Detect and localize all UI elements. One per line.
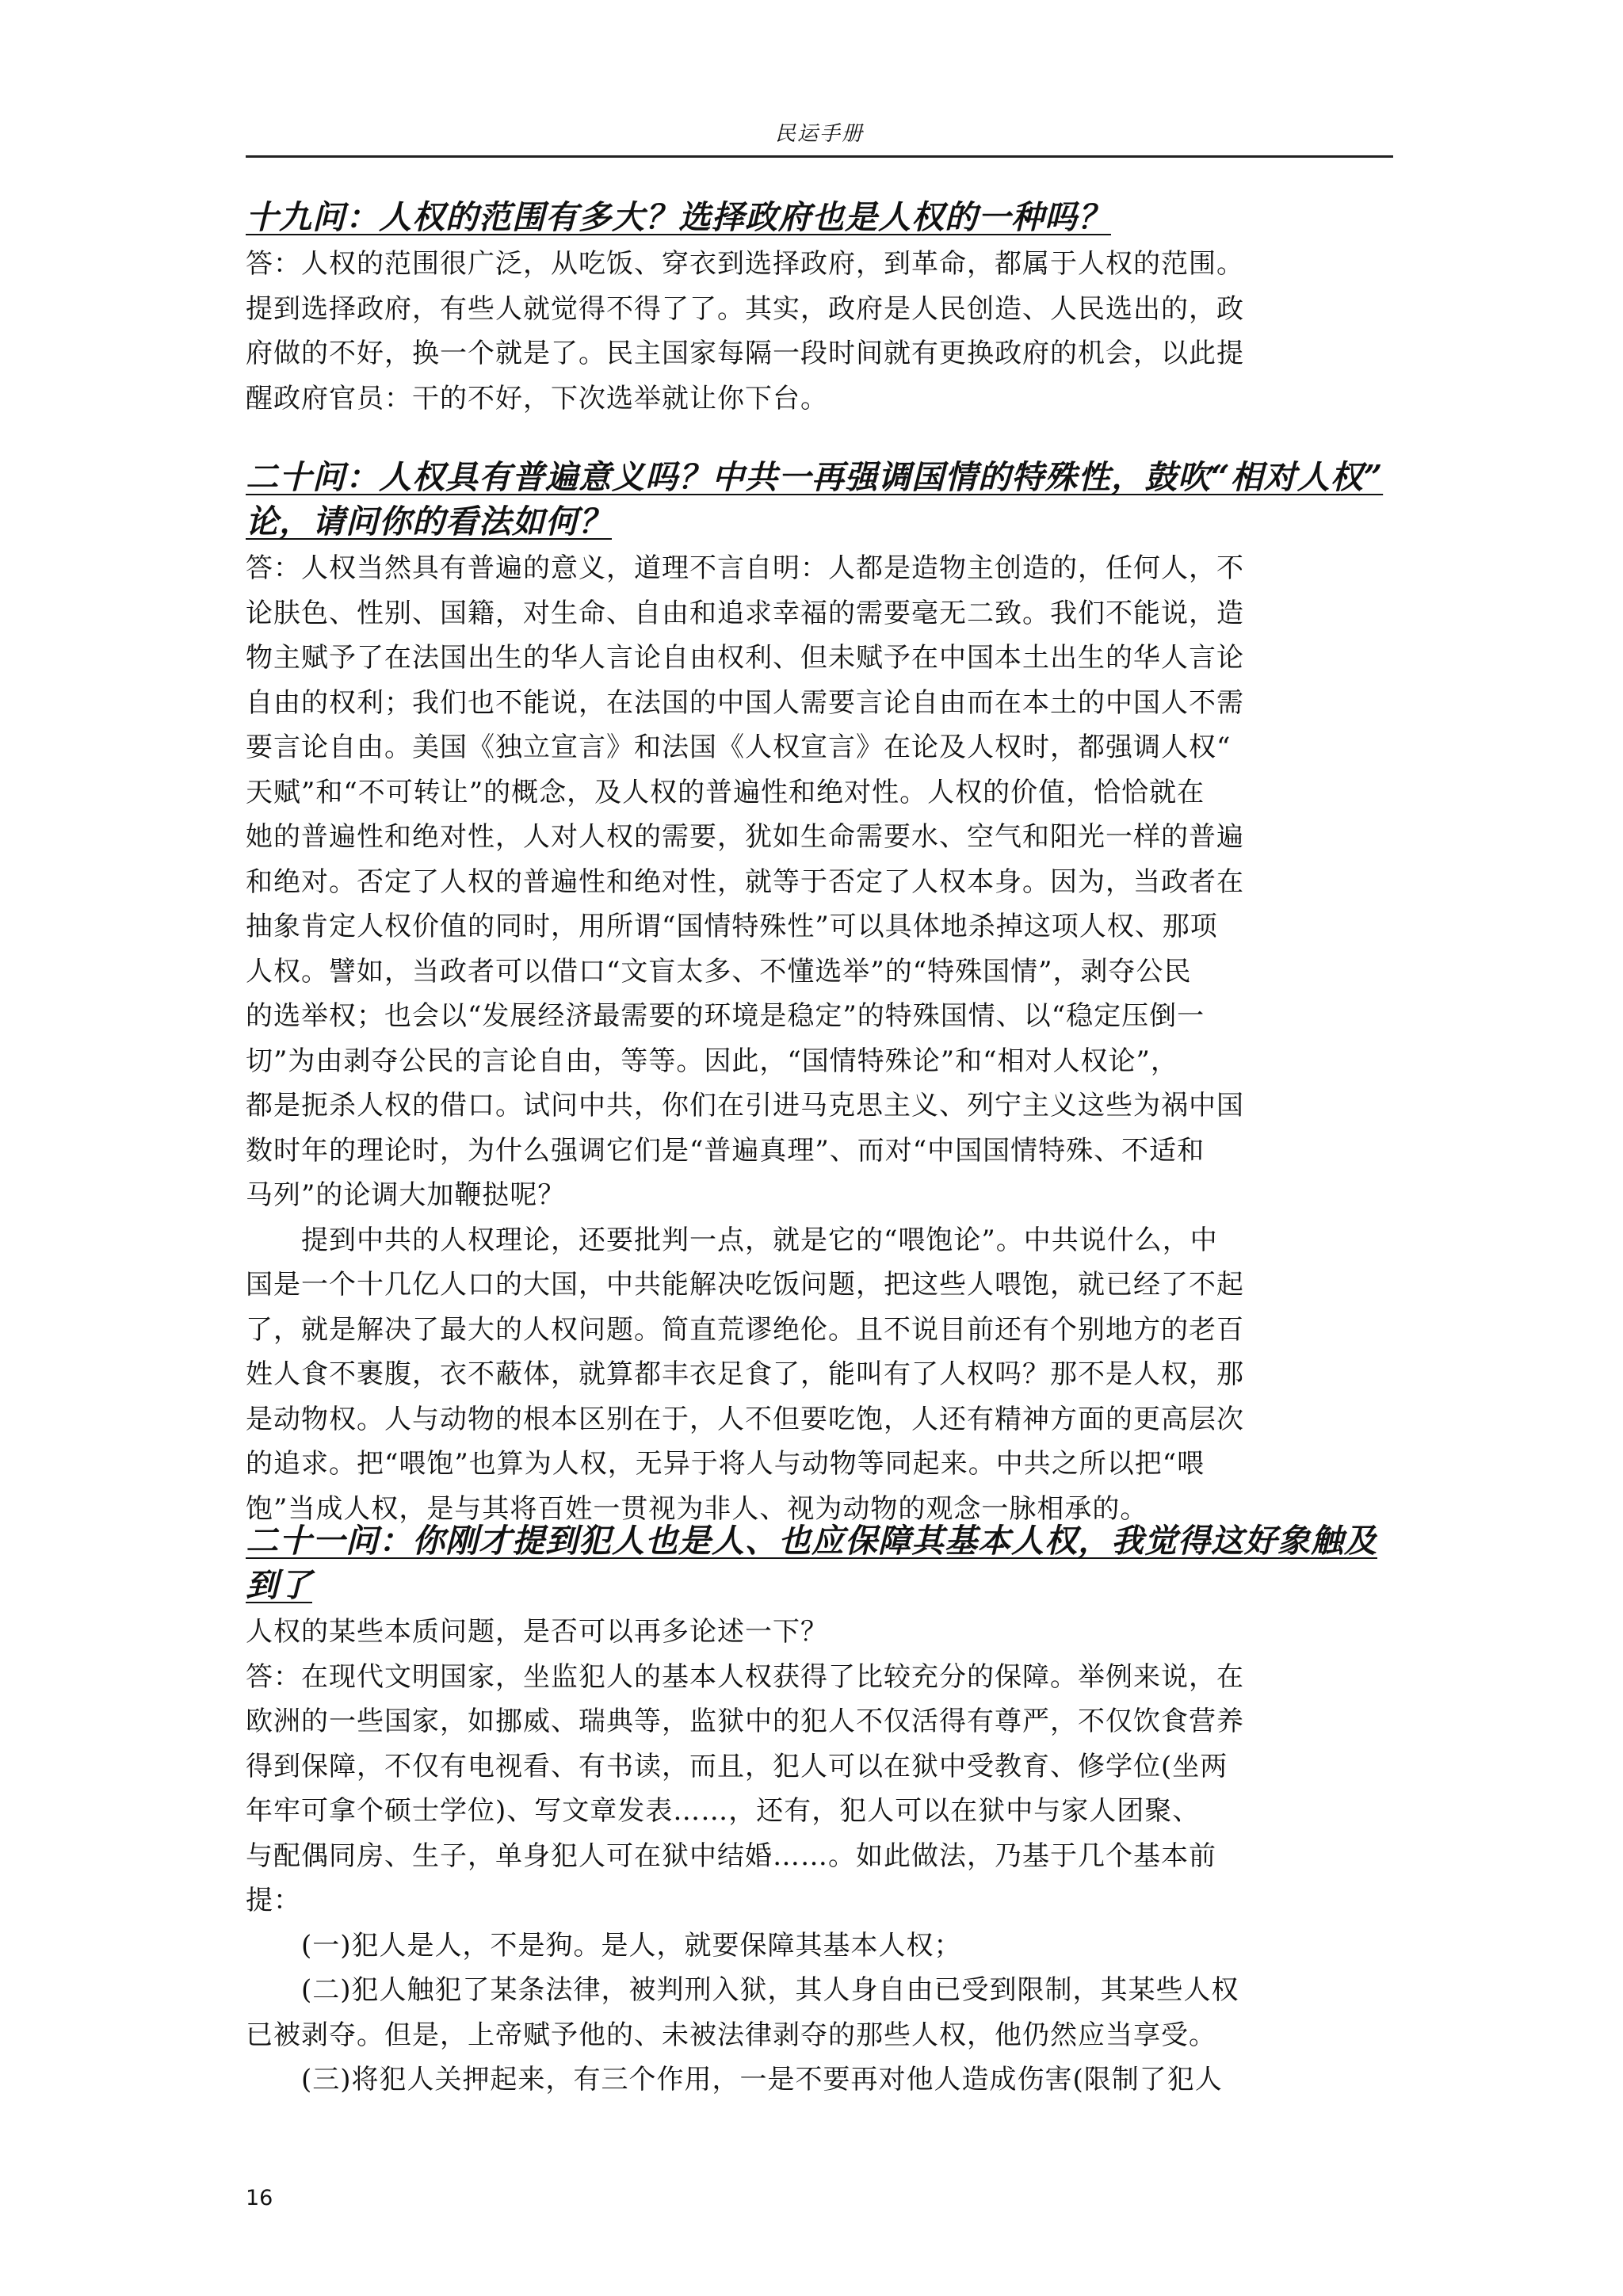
answer-21-list-item: (三)将犯人关押起来，有三个作用，一是不要再对他人造成伤害(限制了犯人 [301,2064,1223,2095]
answer-20-line: 论肤色、性别、国籍，对生命、自由和追求幸福的需要毫无二致。我们不能说，造 [246,597,1244,629]
answer-20-line: 数时年的理论时，为什么强调它们是“普遍真理”、而对“中国国情特殊、不适和 [246,1134,1205,1167]
question-21-title-line: 到了 [246,1566,312,1604]
question-21-section [246,1519,1393,2103]
answer-20-line: 的选举权；也会以“发展经济最需要的环境是稳定”的特殊国情、以“稳定压倒一 [246,1000,1205,1032]
answer-20-line: 了，就是解决了最大的人权问题。简直荒谬绝伦。且不说目前还有个别地方的老百 [246,1313,1244,1346]
running-header: 民运手册 [774,122,864,146]
answer-21-line: 答：在现代文明国家，坐监犯人的基本人权获得了比较充分的保障。举例来说，在 [246,1660,1244,1693]
answer-20-line: 饱”当成人权，是与其将百姓一贯视为非人、视为动物的观念一脉相承的。 [246,1492,1148,1525]
answer-20-line: 物主赋予了在法国出生的华人言论自由权利、但未赋予在中国本土出生的华人言论 [246,642,1244,674]
answer-20-line: 答：人权当然具有普遍的意义，道理不言自明：人都是造物主创造的，任何人，不 [246,552,1244,584]
answer-20-line: 是动物权。人与动物的根本区别在于，人不但要吃饱，人还有精神方面的更高层次 [246,1403,1244,1435]
answer-20-line: 的追求。把“喂饱”也算为人权，无异于将人与动物等同起来。中共之所以把“喂 [246,1448,1205,1480]
answer-20-line: 和绝对。否定了人权的普遍性和绝对性，就等于否定了人权本身。因为，当政者在 [246,865,1244,898]
answer-21-line: 得到保障，不仅有电视看、有书读，而且，犯人可以在狱中受教育、修学位(坐两 [246,1750,1228,1782]
answer-21-line: 人权的某些本质问题，是否可以再多论述一下？ [246,1616,828,1648]
answer-20-line: 她的普遍性和绝对性，人对人权的需要，犹如生命需要水、空气和阳光一样的普遍 [246,821,1244,853]
question-19-section [246,195,1393,421]
answer-21-list-item: 已被剥夺。但是，上帝赋予他的、未被法律剥夺的那些人权，他仍然应当享受。 [246,2019,1216,2051]
answer-20-line: 天赋”和“不可转让”的概念，及人权的普遍性和绝对性。人权的价值，恰恰就在 [246,776,1205,808]
answer-19-line: 答：人权的范围很广泛，从吃饭、穿衣到选择政府，到革命，都属于人权的范围。 [246,248,1244,280]
answer-20-line: 要言论自由。美国《独立宣言》和法国《人权宣言》在论及人权时，都强调人权“ [246,732,1232,763]
answer-21-line: 与配偶同房、生子，单身犯人可在狱中结婚……。如此做法，乃基于几个基本前 [246,1839,1216,1872]
answer-20-line: 姓人食不裹腹，衣不蔽体，就算都丰衣足食了，能叫有了人权吗？那不是人权，那 [246,1358,1244,1390]
answer-20-line: 国是一个十几亿人口的大国，中共能解决吃饭问题，把这些人喂饱，就已经了不起 [246,1269,1244,1301]
answer-20-line: 自由的权利；我们也不能说，在法国的中国人需要言论自由而在本土的中国人不需 [246,686,1244,719]
header-rule [246,155,1393,158]
answer-20-line: 都是扼杀人权的借口。试问中共，你们在引进马克思主义、列宁主义这些为祸中国 [246,1090,1244,1121]
answer-21-line: 欧洲的一些国家，如挪威、瑞典等，监狱中的犯人不仅活得有尊严，不仅饮食营养 [246,1706,1244,1737]
question-20-title-line: 论，请问你的看法如何？ [246,502,612,541]
page-number: 16 [246,2186,273,2210]
answer-20-line: 抽象肯定人权价值的同时，用所谓“国情特殊性”可以具体地杀掉这项人权、那项 [246,911,1218,942]
answer-19-line: 提到选择政府，有些人就觉得不得了了。其实，政府是人民创造、人民选出的，政 [246,292,1244,325]
question-20-section [246,455,1393,1531]
answer-20-line: 提到中共的人权理论，还要批判一点，就是它的“喂饱论”。中共说什么，中 [301,1224,1218,1256]
answer-21-line: 年牢可拿个硕士学位)、写文章发表……，还有，犯人可以在狱中与家人团聚、 [246,1795,1201,1827]
question-21-title-line: 二十一问：你刚才提到犯人也是人、也应保障其基本人权，我觉得这好象触及 [246,1522,1377,1560]
answer-21-list-item: (一)犯人是人，不是狗。是人，就要保障其基本人权； [301,1929,962,1962]
answer-19-line: 府做的不好，换一个就是了。民主国家每隔一段时间就有更换政府的机会，以此提 [246,338,1244,369]
answer-19-line: 醒政府官员：干的不好，下次选举就让你下台。 [246,382,828,415]
answer-21-list-item: (二)犯人触犯了某条法律，被判刑入狱，其人身自由已受到限制，其某些人权 [301,1974,1239,2006]
answer-20-line: 人权。譬如，当政者可以借口“文盲太多、不懂选举”的“特殊国情”，剥夺公民 [246,955,1192,988]
answer-20-line: 马列”的论调大加鞭挞呢？ [246,1179,566,1211]
answer-20-line: 切”为由剥夺公民的言论自由，等等。因此，“国情特殊论”和“相对人权论”， [246,1045,1178,1077]
question-19-title: 十九问：人权的范围有多大？选择政府也是人权的一种吗？ [246,198,1111,236]
answer-21-line: 提： [246,1885,301,1916]
question-20-title-line: 二十问：人权具有普遍意义吗？中共一再强调国情的特殊性，鼓吹“相对人权” [246,458,1384,496]
